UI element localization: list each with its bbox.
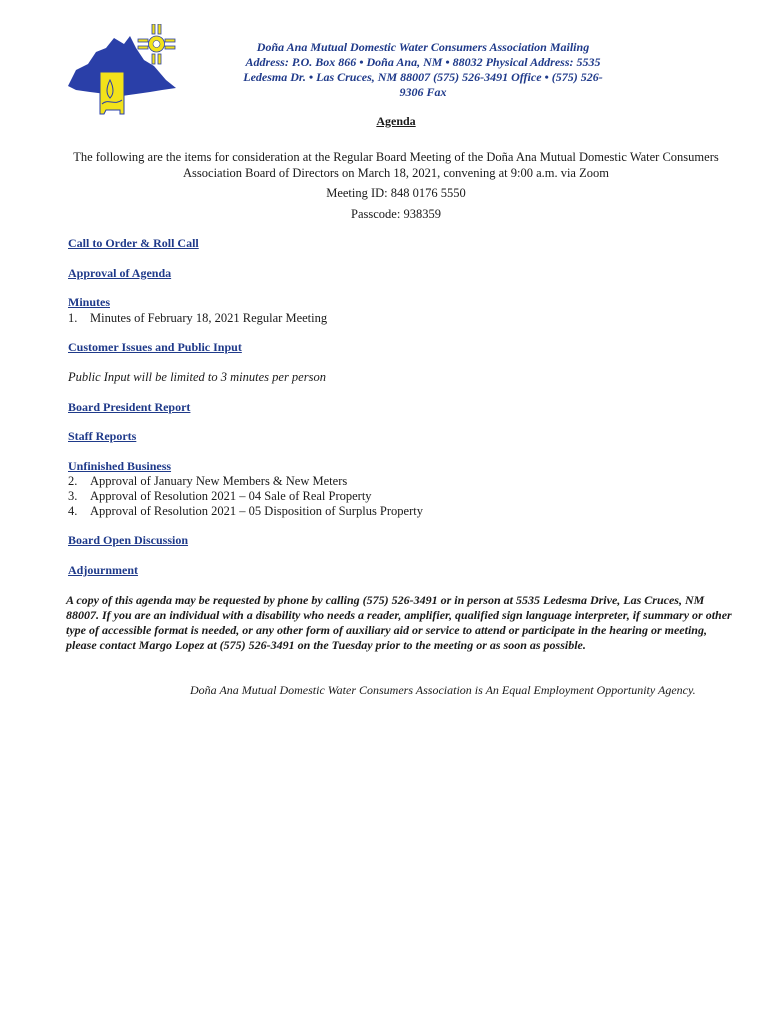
- agenda-title: Agenda: [376, 114, 416, 128]
- list-item-text: Approval of January New Members & New Meters: [90, 474, 348, 488]
- header-line-3: Ledesma Dr. • Las Cruces, NM 88007 (575) 526-3491 Office • (575) 526-: [243, 70, 603, 84]
- meeting-id: Meeting ID: 848 0176 5550: [326, 186, 466, 200]
- section-staff-reports[interactable]: Staff Reports: [68, 429, 137, 443]
- section-call-to-order[interactable]: Call to Order & Roll Call: [68, 236, 199, 250]
- list-item: [68, 504, 423, 519]
- list-item-number: 3.: [68, 489, 78, 503]
- section-unfinished-business[interactable]: Unfinished Business: [68, 459, 172, 473]
- equal-opportunity-footer: Doña Ana Mutual Domestic Water Consumers Association is An Equal Employment Opportunity Agency.: [190, 683, 696, 697]
- section-board-open-discussion[interactable]: Board Open Discussion: [68, 533, 189, 547]
- list-item-number: 1.: [68, 311, 78, 325]
- list-item: [68, 474, 347, 489]
- intro-paragraph: The following are the items for consideration at the Regular Board Meeting of the Doña Ana Mutual Domestic Water Consumers Association Board of Directors on March 18, 2021, convening at 9:00 a.m. via Zoom: [73, 150, 719, 180]
- section-customer-issues[interactable]: Customer Issues and Public Input: [68, 340, 242, 354]
- list-item: [68, 311, 327, 326]
- list-item-text: Approval of Resolution 2021 – 05 Disposition of Surplus Property: [90, 504, 423, 518]
- section-adjournment[interactable]: Adjournment: [68, 563, 139, 577]
- public-input-note: Public Input will be limited to 3 minutes per person: [68, 370, 326, 384]
- accessibility-disclaimer: A copy of this agenda may be requested by phone by calling (575) 526-3491 or in person at 5535 Ledesma Drive, Las Cruces, NM 88007. If you are an individual with a disability who needs a reader, amplifier, qualified sign language interpreter, if summary or other type of accessible format is needed, or any other form of auxiliary aid or service to attend or participate in the hearing or meeting, please contact Margo Lopez at (575) 526-3491 on the Tuesday prior to the meeting or as soon as possible.: [66, 593, 732, 652]
- section-approval-agenda[interactable]: Approval of Agenda: [68, 266, 172, 280]
- section-minutes[interactable]: Minutes: [68, 295, 110, 309]
- header-line-4: 9306 Fax: [399, 85, 447, 99]
- passcode: Passcode: 938359: [351, 207, 441, 221]
- header-line-1: Doña Ana Mutual Domestic Water Consumers Association Mailing: [256, 40, 590, 54]
- list-item: [68, 489, 372, 504]
- list-item-text: Minutes of February 18, 2021 Regular Meeting: [90, 311, 328, 325]
- section-board-president-report[interactable]: Board President Report: [68, 400, 191, 414]
- list-item-number: 4.: [68, 504, 78, 518]
- mountain-sun-logo: [66, 24, 178, 120]
- list-item-text: Approval of Resolution 2021 – 04 Sale of Real Property: [90, 489, 372, 503]
- header-line-2: Address: P.O. Box 866 • Doña Ana, NM • 88032 Physical Address: 5535: [245, 55, 601, 69]
- list-item-number: 2.: [68, 474, 78, 488]
- organization-header: [228, 40, 618, 100]
